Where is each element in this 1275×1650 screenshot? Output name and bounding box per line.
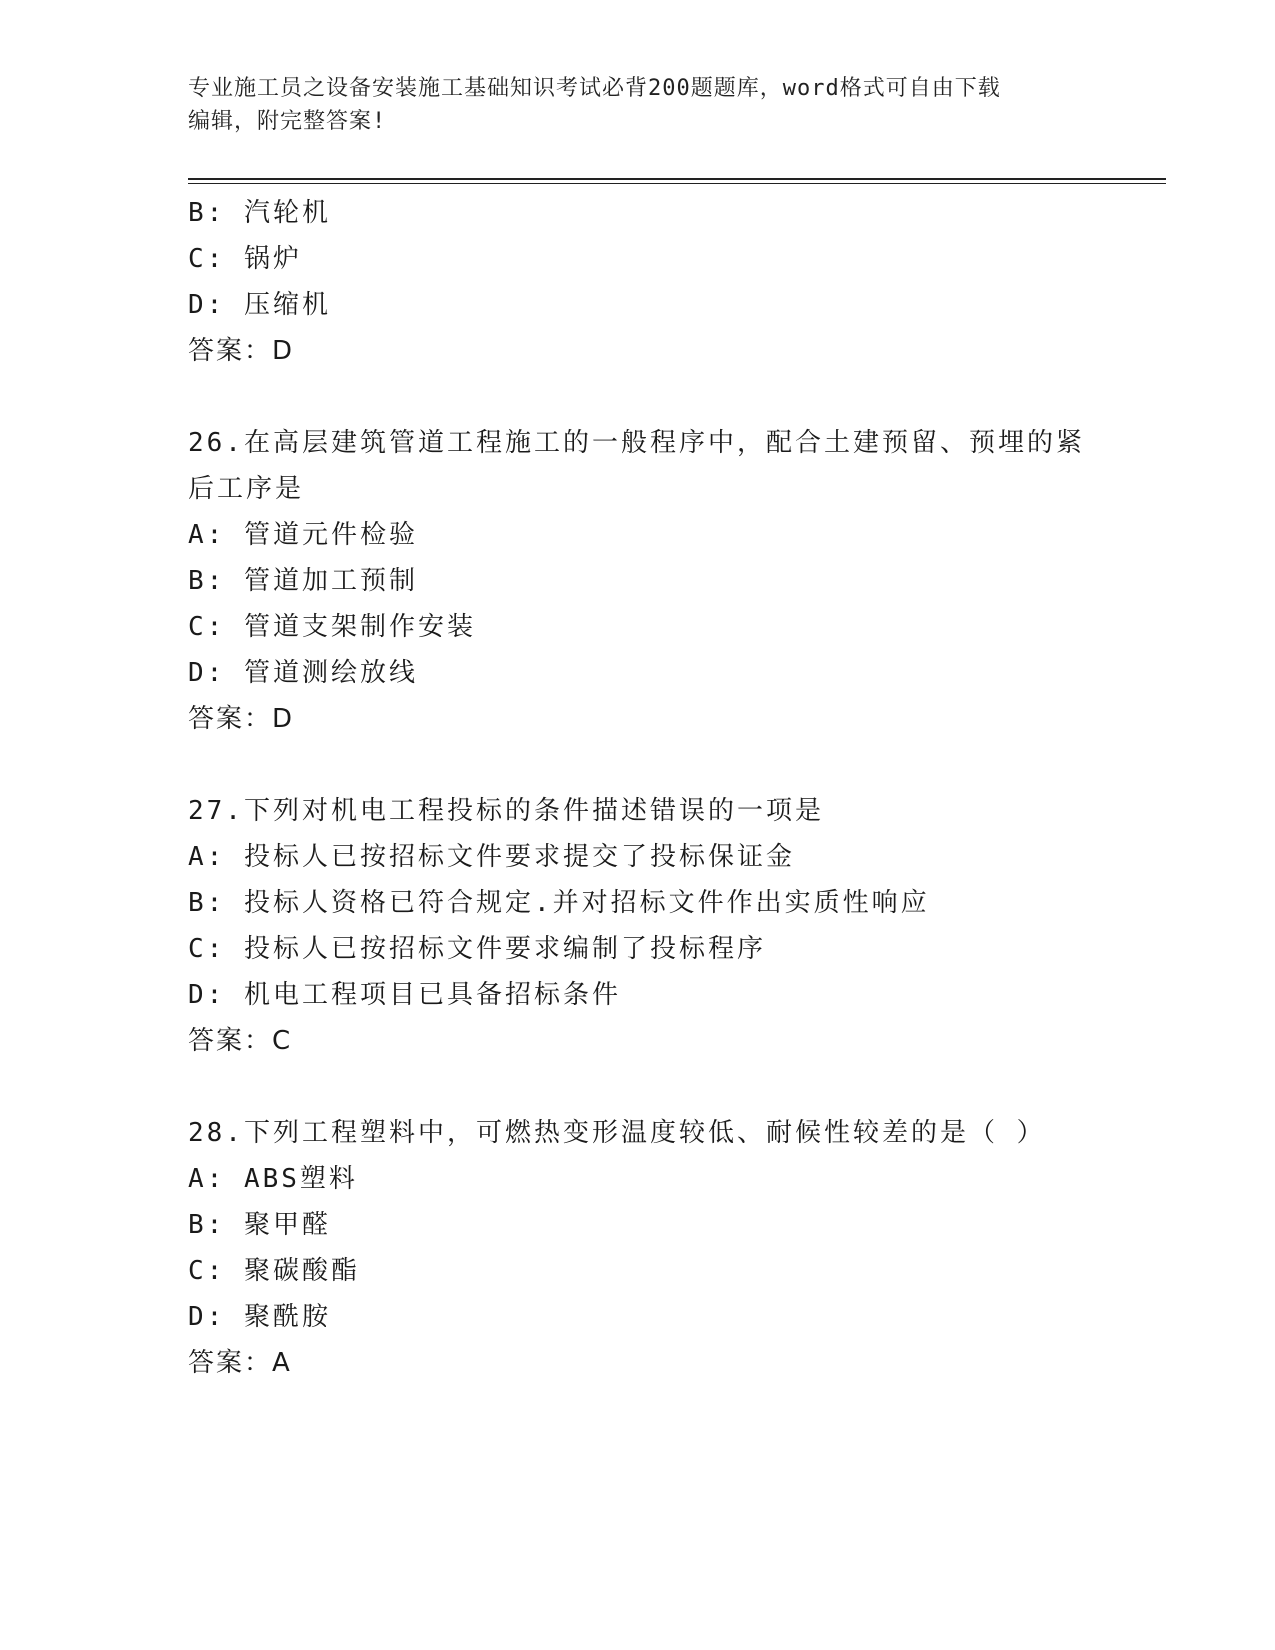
option-b: B: 聚甲醛 [188, 1210, 331, 1240]
option-d: D: 聚酰胺 [188, 1302, 331, 1332]
answer-label: 答案：A [188, 1348, 292, 1378]
document-header [188, 72, 1068, 138]
option-c: C: 锅炉 [188, 244, 302, 274]
option-c: C: 聚碳酸酯 [188, 1256, 360, 1286]
option-c: C: 管道支架制作安装 [188, 612, 476, 642]
question-stem: 27.下列对机电工程投标的条件描述错误的一项是 [188, 796, 824, 826]
header-divider-thin [188, 183, 1166, 184]
option-b: B: 汽轮机 [188, 198, 331, 228]
option-a: A: 投标人已按招标文件要求提交了投标保证金 [188, 842, 795, 872]
option-a: A: 管道元件检验 [188, 520, 418, 550]
question-stem-continued: 后工序是 [188, 474, 305, 504]
answer-label: 答案：C [188, 1026, 293, 1056]
question-list [188, 190, 1088, 1386]
answer-label: 答案：D [188, 704, 295, 734]
question-stem: 28.下列工程塑料中，可燃热变形温度较低、耐候性较差的是（ ） [188, 1118, 1046, 1148]
option-d: D: 压缩机 [188, 290, 331, 320]
option-b: B: 管道加工预制 [188, 566, 418, 596]
option-d: D: 管道测绘放线 [188, 658, 418, 688]
option-d: D: 机电工程项目已具备招标条件 [188, 980, 621, 1010]
option-b: B: 投标人资格已符合规定.并对招标文件作出实质性响应 [188, 888, 930, 918]
question-block-27 [188, 788, 1088, 1064]
header-title-line-2: 编辑，附完整答案! [188, 109, 387, 134]
header-title-line-1: 专业施工员之设备安装施工基础知识考试必背200题题库，word格式可自由下载 [188, 76, 1001, 101]
question-block-25 [188, 190, 1088, 374]
question-stem: 26.在高层建筑管道工程施工的一般程序中，配合土建预留、预埋的紧 [188, 428, 1085, 458]
answer-label: 答案：D [188, 336, 295, 366]
question-block-28 [188, 1110, 1088, 1386]
header-divider-thick [188, 178, 1166, 180]
option-a: A: ABS塑料 [188, 1164, 358, 1194]
option-c: C: 投标人已按招标文件要求编制了投标程序 [188, 934, 766, 964]
question-block-26 [188, 420, 1088, 742]
